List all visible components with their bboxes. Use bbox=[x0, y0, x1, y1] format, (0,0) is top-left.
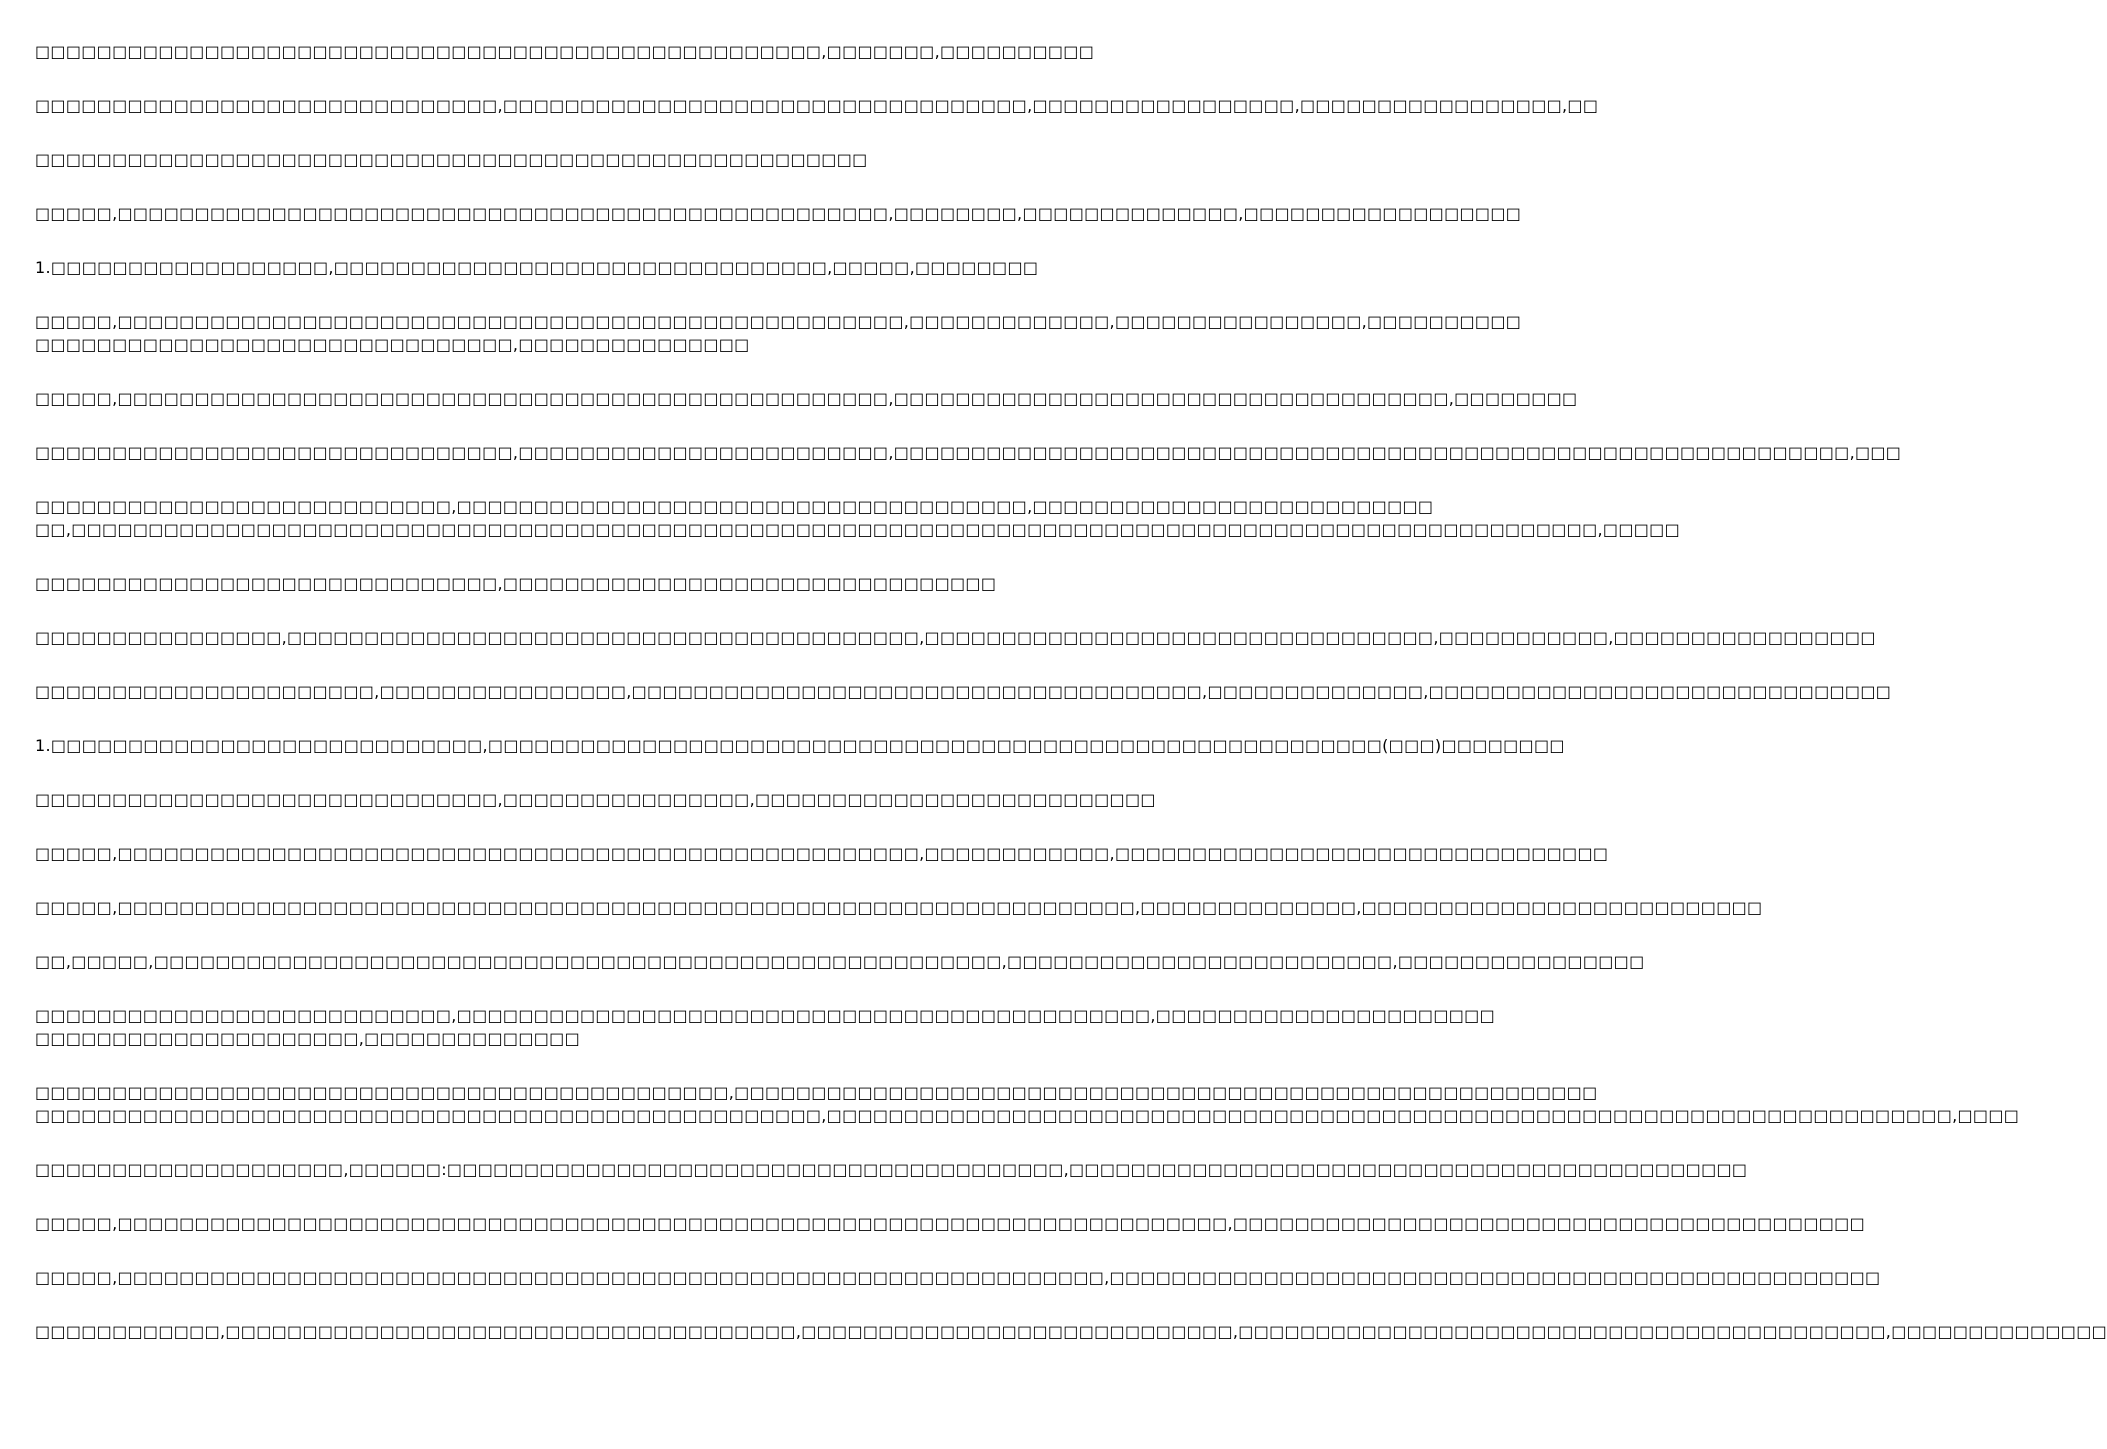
paragraph bbox=[35, 1081, 2020, 1127]
paragraph bbox=[35, 1158, 1748, 1181]
paragraph-line: □□□□□□□□□□□□□□□□□□□□□□□□□□□□□□□□□□□□□□□□□□□□□□□□□□□,□□□□□□□□□□□□□□□□□□□□□□□□□□□□□□□□□□□□□□□□□□□□□□□□□□□□□□□□□□□□□□□□□□□□□□□□□,□□□□ bbox=[35, 1106, 2020, 1125]
paragraph-line: □□,□□□□□□□□□□□□□□□□□□□□□□□□□□□□□□□□□□□□□□□□□□□□□□□□□□□□□□□□□□□□□□□□□□□□□□□□□□□□□□□□□□□□□□□□□□□□□□□□□□□,□□□□□ bbox=[35, 520, 1680, 539]
paragraph-line: 1.□□□□□□□□□□□□□□□□□□□□□□□□□□□□,□□□□□□□□□□□□□□□□□□□□□□□□□□□□□□□□□□□□□□□□□□□□□□□□□□□□□□□□□□(□□□)□□□□□□□□ bbox=[35, 736, 1565, 755]
document-body bbox=[35, 40, 2107, 1420]
paragraph-line: □□□□□,□□□□□□□□□□□□□□□□□□□□□□□□□□□□□□□□□□□□□□□□□□□□□□□□□□,□□□□□□□□□□□□□□□□□□□□□□□□□□□□□□□□□□□□,□□□□□□□□ bbox=[35, 389, 1578, 408]
paragraph bbox=[35, 1004, 1495, 1050]
paragraph-line: □□□□□,□□□□□□□□□□□□□□□□□□□□□□□□□□□□□□□□□□□□□□□□□□□□□□□□□□,□□□□□□□□,□□□□□□□□□□□□□□,□□□□□□□□□□□□□□□□□□ bbox=[35, 204, 1522, 223]
paragraph bbox=[35, 950, 1645, 973]
paragraph-line: □□□□□□□□□□□□□□□□□□□□□□□□□□□□□□,□□□□□□□□□□□□□□□□,□□□□□□□□□□□□□□□□□□□□□□□□□□ bbox=[35, 790, 1156, 809]
paragraph-line: □□□□□□□□□□□□□□□□,□□□□□□□□□□□□□□□□□□□□□□□□□□□□□□□□□□□□□□□□□,□□□□□□□□□□□□□□□□□□□□□□□□□□□□□□□□□,□□□□□□□□□□□,□□□□□□□□□□□□□□□□□ bbox=[35, 628, 1876, 647]
paragraph bbox=[35, 842, 1609, 865]
paragraph-line: □□□□□□□□□□□□,□□□□□□□□□□□□□□□□□□□□□□□□□□□□□□□□□□□□□,□□□□□□□□□□□□□□□□□□□□□□□□□□□□,□□□□□□□□□□□□□□□□□□□□□□□□□□□□□□□□□□□□□□□□□□,□□□□□□□□□□□□□□ bbox=[35, 1322, 2107, 1341]
paragraph bbox=[35, 680, 1892, 703]
paragraph-line: □□□□□□□□□□□□□□□□□□□□□□,□□□□□□□□□□□□□□□□,□□□□□□□□□□□□□□□□□□□□□□□□□□□□□□□□□□□□□,□□□□□□□□□□□□□□,□□□□□□□□□□□□□□□□□□□□□□□□□□□□□□ bbox=[35, 682, 1892, 701]
paragraph-line: □□□□□□□□□□□□□□□□□□□□□□□□□□□□□□□,□□□□□□□□□□□□□□□□□□□□□□□□,□□□□□□□□□□□□□□□□□□□□□□□□□□□□□□□□□□□□□□□□□□□□□□□□□□□□□□□□□□□□□□,□□□ bbox=[35, 443, 1902, 462]
paragraph-line: □□,□□□□□,□□□□□□□□□□□□□□□□□□□□□□□□□□□□□□□□□□□□□□□□□□□□□□□□□□□□□□□,□□□□□□□□□□□□□□□□□□□□□□□□□,□□□□□□□□□□□□□□□□ bbox=[35, 952, 1645, 971]
paragraph bbox=[35, 896, 1763, 919]
paragraph bbox=[35, 441, 1902, 464]
paragraph-line: □□□□□□□□□□□□□□□□□□□□□□□□□□□□□□,□□□□□□□□□□□□□□□□□□□□□□□□□□□□□□□□ bbox=[35, 574, 997, 593]
paragraph bbox=[35, 495, 1680, 541]
paragraph-line: □□□□□□□□□□□□□□□□□□□□□□□□□□□□□□□□□□□□□□□□□□□□□□□□□□□□□□ bbox=[35, 150, 868, 169]
paragraph bbox=[35, 788, 1156, 811]
paragraph-line: □□□□□,□□□□□□□□□□□□□□□□□□□□□□□□□□□□□□□□□□□□□□□□□□□□□□□□□□□□□□□□□□□□□□□□□□,□□□□□□□□□□□□□□,□□□□□□□□□□□□□□□□□□□□□□□□□□ bbox=[35, 898, 1763, 917]
paragraph bbox=[35, 387, 1578, 410]
paragraph-line: □□□□□□□□□□□□□□□□□□□□□□□□□□□,□□□□□□□□□□□□□□□□□□□□□□□□□□□□□□□□□□□□□□□□□□□□□,□□□□□□□□□□□□□□□□□□□□□□ bbox=[35, 1006, 1495, 1025]
paragraph bbox=[35, 734, 1565, 757]
paragraph-line: □□□□□□□□□□□□□□□□□□□□□□□□□□□□□□□,□□□□□□□□□□□□□□□ bbox=[35, 335, 750, 354]
paragraph-line: □□□□□□□□□□□□□□□□□□□□□□□□□□□,□□□□□□□□□□□□□□□□□□□□□□□□□□□□□□□□□□□□□,□□□□□□□□□□□□□□□□□□□□□□□□□□ bbox=[35, 497, 1434, 516]
paragraph bbox=[35, 40, 1095, 63]
paragraph bbox=[35, 1212, 1865, 1235]
paragraph-line: □□□□□,□□□□□□□□□□□□□□□□□□□□□□□□□□□□□□□□□□□□□□□□□□□□□□□□□□□□□□□□□□□□□□□□,□□□□□□□□□□□□□□□□□□□□□□□□□□□□□□□□□□□□□□□□□□□□□□□□□□ bbox=[35, 1268, 1881, 1287]
paragraph bbox=[35, 94, 1599, 117]
paragraph-line: □□□□□□□□□□□□□□□□□□□□,□□□□□□:□□□□□□□□□□□□□□□□□□□□□□□□□□□□□□□□□□□□□□□□,□□□□□□□□□□□□□□□□□□□□□□□□□□□□□□□□□□□□□□□□□□□□ bbox=[35, 1160, 1748, 1179]
paragraph bbox=[35, 148, 990, 171]
paragraph bbox=[35, 256, 1039, 279]
paragraph-line: □□□□□□□□□□□□□□□□□□□□□,□□□□□□□□□□□□□□ bbox=[35, 1029, 580, 1048]
paragraph bbox=[35, 310, 1522, 356]
paragraph bbox=[35, 1320, 2107, 1343]
paragraph-line: □□□□□□□□□□□□□□□□□□□□□□□□□□□□□□,□□□□□□□□□□□□□□□□□□□□□□□□□□□□□□□□□□,□□□□□□□□□□□□□□□□□,□□□□□□□□□□□□□□□□□,□□ bbox=[35, 96, 1599, 115]
paragraph-line: □□□□□,□□□□□□□□□□□□□□□□□□□□□□□□□□□□□□□□□□□□□□□□□□□□□□□□□□□□□□□□□□□□□□□□□□□□□□□□,□□□□□□□□□□□□□□□□□□□□□□□□□□□□□□□□□□□□□□□□□ bbox=[35, 1214, 1865, 1233]
paragraph bbox=[35, 202, 1522, 225]
paragraph-line: □□□□□□□□□□□□□□□□□□□□□□□□□□□□□□□□□□□□□□□□□□□□□,□□□□□□□□□□□□□□□□□□□□□□□□□□□□□□□□□□□□□□□□□□□□□□□□□□□□□□□□ bbox=[35, 1083, 1598, 1102]
paragraph bbox=[35, 572, 997, 595]
paragraph bbox=[35, 626, 1876, 649]
paragraph-line: □□□□□,□□□□□□□□□□□□□□□□□□□□□□□□□□□□□□□□□□□□□□□□□□□□□□□□□□□,□□□□□□□□□□□□□,□□□□□□□□□□□□□□□□,□□□□□□□□□□ bbox=[35, 312, 1522, 331]
paragraph-line: □□□□□,□□□□□□□□□□□□□□□□□□□□□□□□□□□□□□□□□□□□□□□□□□□□□□□□□□□□,□□□□□□□□□□□□,□□□□□□□□□□□□□□□□□□□□□□□□□□□□□□□□ bbox=[35, 844, 1609, 863]
paragraph-line: □□□□□□□□□□□□□□□□□□□□□□□□□□□□□□□□□□□□□□□□□□□□□□□□□□□,□□□□□□□,□□□□□□□□□□ bbox=[35, 42, 1095, 61]
paragraph-line: 1.□□□□□□□□□□□□□□□□□□,□□□□□□□□□□□□□□□□□□□□□□□□□□□□□□□□,□□□□□,□□□□□□□□ bbox=[35, 258, 1039, 277]
paragraph bbox=[35, 1266, 1881, 1289]
